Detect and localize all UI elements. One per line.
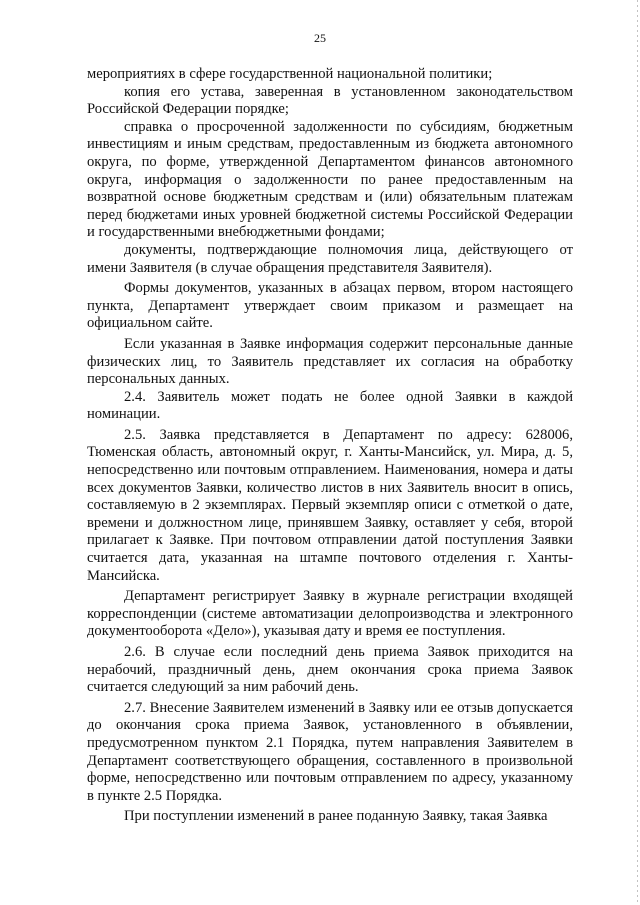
paragraph: При поступлении изменений в ранее поданную Заявку, такая Заявка (124, 808, 548, 825)
paragraph: копия его устава, заверенная в установленном законодательством Российской Федерации порядке; (87, 83, 573, 118)
paragraph: 2.5. Заявка представляется в Департамент по адресу: 628006, Тюменская область, автономный округ, г. Ханты-Мансийск, ул. Мира, д. 5, непосредственно или почтовым отправлением. Наименования, номера и даты всех документов Заявки, количество листов в них Заявитель вносит в опись, составляемую в 2 экземплярах. Первый экземпляр описи с отметкой о дате, времени и должностном лице, принявшем Заявку, оставляет у себя, второй прилагает к Заявке. При почтовом отправлении датой поступления Заявки считается дата, указанная на штампе почтового отделения г. Ханты-Мансийска. (87, 426, 573, 584)
paragraph: справка о просроченной задолженности по субсидиям, бюджетным инвестициям и иным средствам, предоставленным из бюджета автономного округа, по форме, утвержденной Департаментом финансов автономного округа, информация о задолженности по ранее предоставленным на возвратной основе бюджетным средствам и (или) обязательным платежам перед бюджетами иных уровней бюджетной системы Российской Федерации и государственными внебюджетными фондами; (87, 118, 573, 241)
page-number: 25 (314, 31, 326, 45)
document-body (87, 66, 573, 826)
paragraph: 2.4. Заявитель может подать не более одной Заявки в каждой номинации. (87, 388, 573, 423)
paragraph: Департамент регистрирует Заявку в журнале регистрации входящей корреспонденции (системе автоматизации делопроизводства и электронного документооборота «Дело»), указывая дату и время ее поступления. (87, 588, 573, 640)
scan-edge (637, 0, 638, 905)
paragraph: 2.6. В случае если последний день приема Заявок приходится на нерабочий, праздничный день, днем окончания срока приема Заявок считается следующий за ним рабочий день. (87, 644, 573, 696)
paragraph: документы, подтверждающие полномочия лица, действующего от имени Заявителя (в случае обращения представителя Заявителя). (87, 241, 573, 276)
paragraph: Если указанная в Заявке информация содержит персональные данные физических лиц, то Заявитель представляет их согласия на обработку персональных данных. (87, 335, 573, 388)
paragraph: мероприятиях в сфере государственной национальной политики; (87, 66, 493, 82)
paragraph: Формы документов, указанных в абзацах первом, втором настоящего пункта, Департамент утверждает своим приказом и размещает на официальном сайте. (87, 280, 573, 332)
paragraph: 2.7. Внесение Заявителем изменений в Заявку или ее отзыв допускается до окончания срока приема Заявок, установленного в объявлении, предусмотренном пунктом 2.1 Порядка, путем направления Заявителем в Департамент соответствующего обращения, составленного в произвольной форме, непосредственно или почтовым отправлением по адресу, указанному в пункте 2.5 Порядка. (87, 699, 573, 804)
